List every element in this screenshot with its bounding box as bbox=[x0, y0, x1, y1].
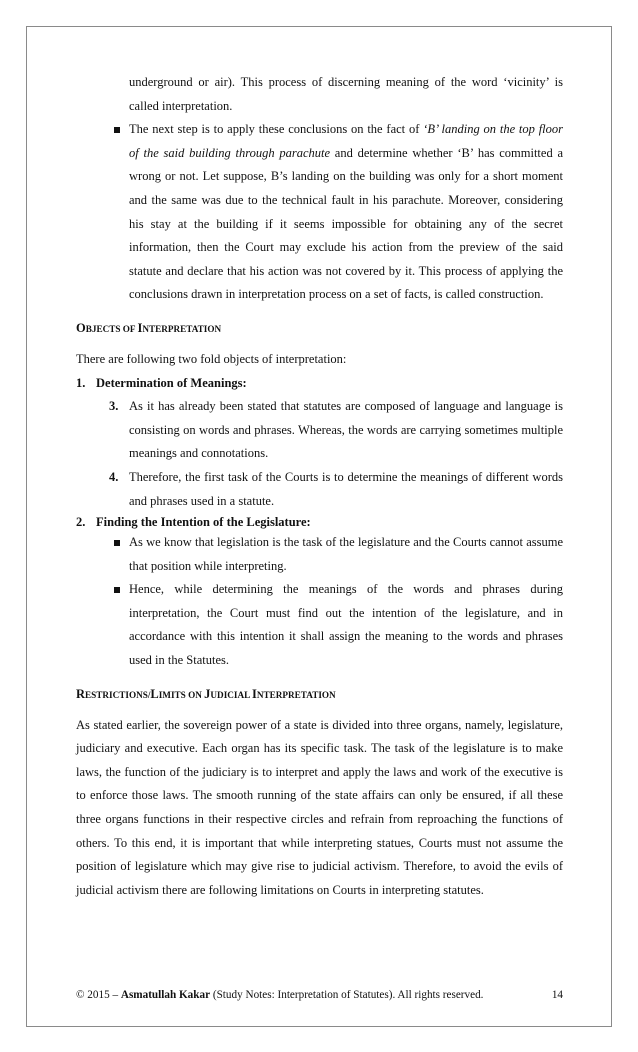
page-footer bbox=[76, 988, 563, 1002]
heading-smallcaps: UDICIAL bbox=[210, 689, 253, 700]
section-title: Finding the Intention of the Legislature: bbox=[96, 515, 311, 530]
heading-smallcaps: IMITS ON bbox=[158, 689, 205, 700]
heading-cap: O bbox=[76, 320, 86, 335]
section-1-heading bbox=[76, 372, 563, 396]
heading-smallcaps: ESTRICTIONS/ bbox=[85, 689, 151, 700]
bullet-text: As we know that legislation is the task of the legislature and the Courts cannot assume that position while interpreting. bbox=[129, 535, 563, 573]
heading-smallcaps: NTERPRETATION bbox=[256, 689, 336, 700]
heading-smallcaps: BJECTS OF bbox=[85, 323, 138, 334]
section-2-bullet bbox=[76, 578, 563, 672]
square-bullet-icon bbox=[114, 127, 120, 133]
section-1-item bbox=[76, 466, 563, 513]
bullet-text: Hence, while determining the meanings of the words and phrases during interpretation, the Court must find out the intention of the legislature, and in accordance with this intention it shall assign the meaning to the words and phrases used in the Statutes. bbox=[129, 582, 563, 668]
heading-cap: L bbox=[150, 686, 159, 701]
section-number: 1. bbox=[76, 375, 86, 390]
heading-cap: I bbox=[252, 686, 257, 701]
section-2-bullet bbox=[76, 531, 563, 578]
footer-author: Asmatullah Kakar bbox=[120, 989, 211, 1001]
restrictions-heading bbox=[76, 685, 563, 704]
restrictions-paragraph: As stated earlier, the sovereign power of a state is divided into three organs, namely, legislature, judiciary and executive. Each organ has its specific task. The task of the legislature is to make laws, the function of the judiciary is to interpret and apply the laws and work of the executive is to enforce those laws. The smooth running of the state affairs can only be ensured, if all these three organs functions in their respective circles and refrain from reproaching the functions of others. To this end, it is important that while interpreting statues, Courts must not assume the position of legislature which may give rise to judicial activism. Therefore, to avoid the evils of judicial activism there are following limitations on Courts in interpreting statutes. bbox=[76, 717, 563, 897]
bullet-construction-post: and determine whether ‘B’ has committed a wrong or not. Let suppose, B’s landing on the building was only for a short moment and the same was due to the technical fault in his parachute. Moreover, considering his stay at the building if it seems impossible for obtaining any of the secret information, then the Court may exclude his action from the preview of the said statute and declare that his action was not covered by it. This process of applying the conclusions drawn in interpretation process on a set of facts, is called construction. bbox=[129, 145, 563, 302]
item-text: As it has already been stated that statutes are composed of language and language is consisting on words and phrases. Whereas, the words are carrying sometimes multiple meanings and connotations. bbox=[129, 399, 563, 461]
square-bullet-icon bbox=[114, 587, 120, 593]
section-title: Determination of Meanings: bbox=[96, 375, 247, 390]
item-text: Therefore, the first task of the Courts is to determine the meanings of different words and phrases used in a statute. bbox=[129, 469, 563, 508]
heading-cap: J bbox=[204, 686, 211, 701]
continuation-paragraph: underground or air). This process of discerning meaning of the word ‘vicinity’ is called interpretation. bbox=[129, 75, 563, 113]
footer-suffix: (Study Notes: Interpretation of Statutes). All rights reserved. bbox=[210, 989, 484, 1001]
objects-heading bbox=[76, 319, 563, 338]
heading-cap: I bbox=[137, 320, 143, 335]
page-content bbox=[76, 71, 563, 902]
section-number: 2. bbox=[76, 515, 86, 530]
heading-smallcaps: NTERPRETATION bbox=[142, 323, 222, 334]
objects-intro: There are following two fold objects of interpretation: bbox=[76, 351, 347, 366]
footer-copyright bbox=[76, 989, 483, 1001]
bullet-construction-italic: ‘B’ landing on the top floor of the said building through parachute bbox=[129, 122, 564, 160]
footer-prefix: © 2015 – bbox=[76, 989, 121, 1001]
square-bullet-icon bbox=[114, 540, 120, 546]
item-number: 4. bbox=[109, 469, 119, 484]
page-number: 14 bbox=[551, 989, 563, 1001]
heading-cap: R bbox=[76, 686, 86, 701]
section-1-item bbox=[76, 395, 563, 466]
bullet-construction bbox=[76, 118, 563, 307]
bullet-construction-pre: The next step is to apply these conclusions on the fact of bbox=[129, 122, 424, 137]
item-number: 3. bbox=[109, 399, 119, 414]
section-2-heading bbox=[76, 513, 563, 531]
